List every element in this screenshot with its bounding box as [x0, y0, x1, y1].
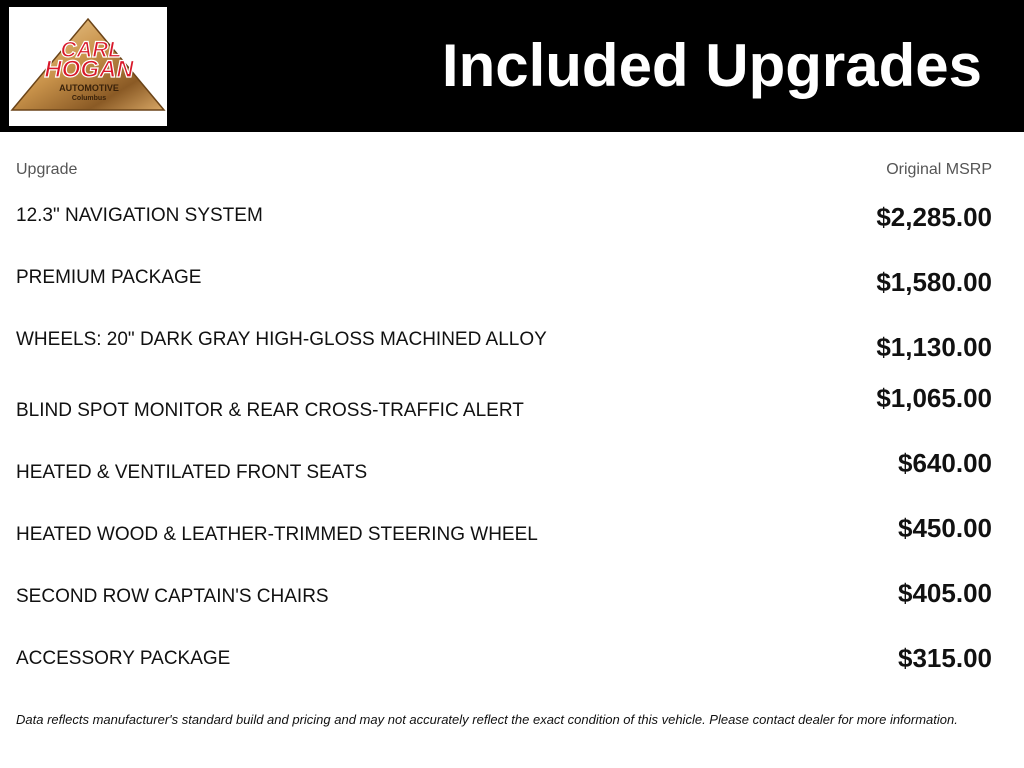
column-header-msrp: Original MSRP — [886, 161, 992, 178]
upgrade-price: $640.00 — [898, 448, 992, 478]
logo-text-city: Columbus — [71, 95, 107, 102]
upgrade-price: $315.00 — [898, 643, 992, 673]
table-row — [16, 320, 992, 382]
logo-text-automotive: AUTOMOTIVE — [59, 83, 119, 93]
table-row — [16, 630, 992, 692]
header-bar — [0, 0, 1024, 132]
upgrade-name: HEATED WOOD & LEATHER-TRIMMED STEERING WHEEL — [16, 524, 538, 545]
upgrades-table — [16, 196, 992, 692]
disclaimer-text: Data reflects manufacturer's standard build and pricing and may not accurately reflect the exact condition of this vehicle. Please contact dealer for more information. — [16, 712, 958, 727]
table-row — [16, 506, 992, 568]
upgrade-price: $2,285.00 — [876, 202, 992, 232]
upgrade-price: $1,130.00 — [876, 332, 992, 362]
dealer-logo — [9, 7, 167, 126]
table-row — [16, 258, 992, 320]
page-title: Included Upgrades — [441, 32, 982, 99]
logo-text-carl: CARL — [60, 37, 122, 62]
upgrade-price: $1,580.00 — [876, 267, 992, 297]
logo-text-hogan: HOGAN — [44, 56, 134, 83]
table-row — [16, 568, 992, 630]
upgrade-name: BLIND SPOT MONITOR & REAR CROSS-TRAFFIC ALERT — [16, 400, 524, 421]
table-row — [16, 196, 992, 258]
upgrade-price: $1,065.00 — [876, 383, 992, 413]
table-row — [16, 444, 992, 506]
upgrade-name: SECOND ROW CAPTAIN'S CHAIRS — [16, 586, 329, 607]
upgrade-name: PREMIUM PACKAGE — [16, 267, 202, 288]
upgrade-price: $405.00 — [898, 578, 992, 608]
upgrade-name: HEATED & VENTILATED FRONT SEATS — [16, 462, 368, 483]
upgrade-price: $450.00 — [898, 513, 992, 543]
upgrade-name: WHEELS: 20" DARK GRAY HIGH-GLOSS MACHINED ALLOY — [16, 329, 547, 350]
upgrade-name: 12.3" NAVIGATION SYSTEM — [16, 205, 263, 226]
table-row — [16, 382, 992, 444]
column-header-upgrade: Upgrade — [16, 161, 78, 178]
upgrade-name: ACCESSORY PACKAGE — [16, 648, 231, 669]
